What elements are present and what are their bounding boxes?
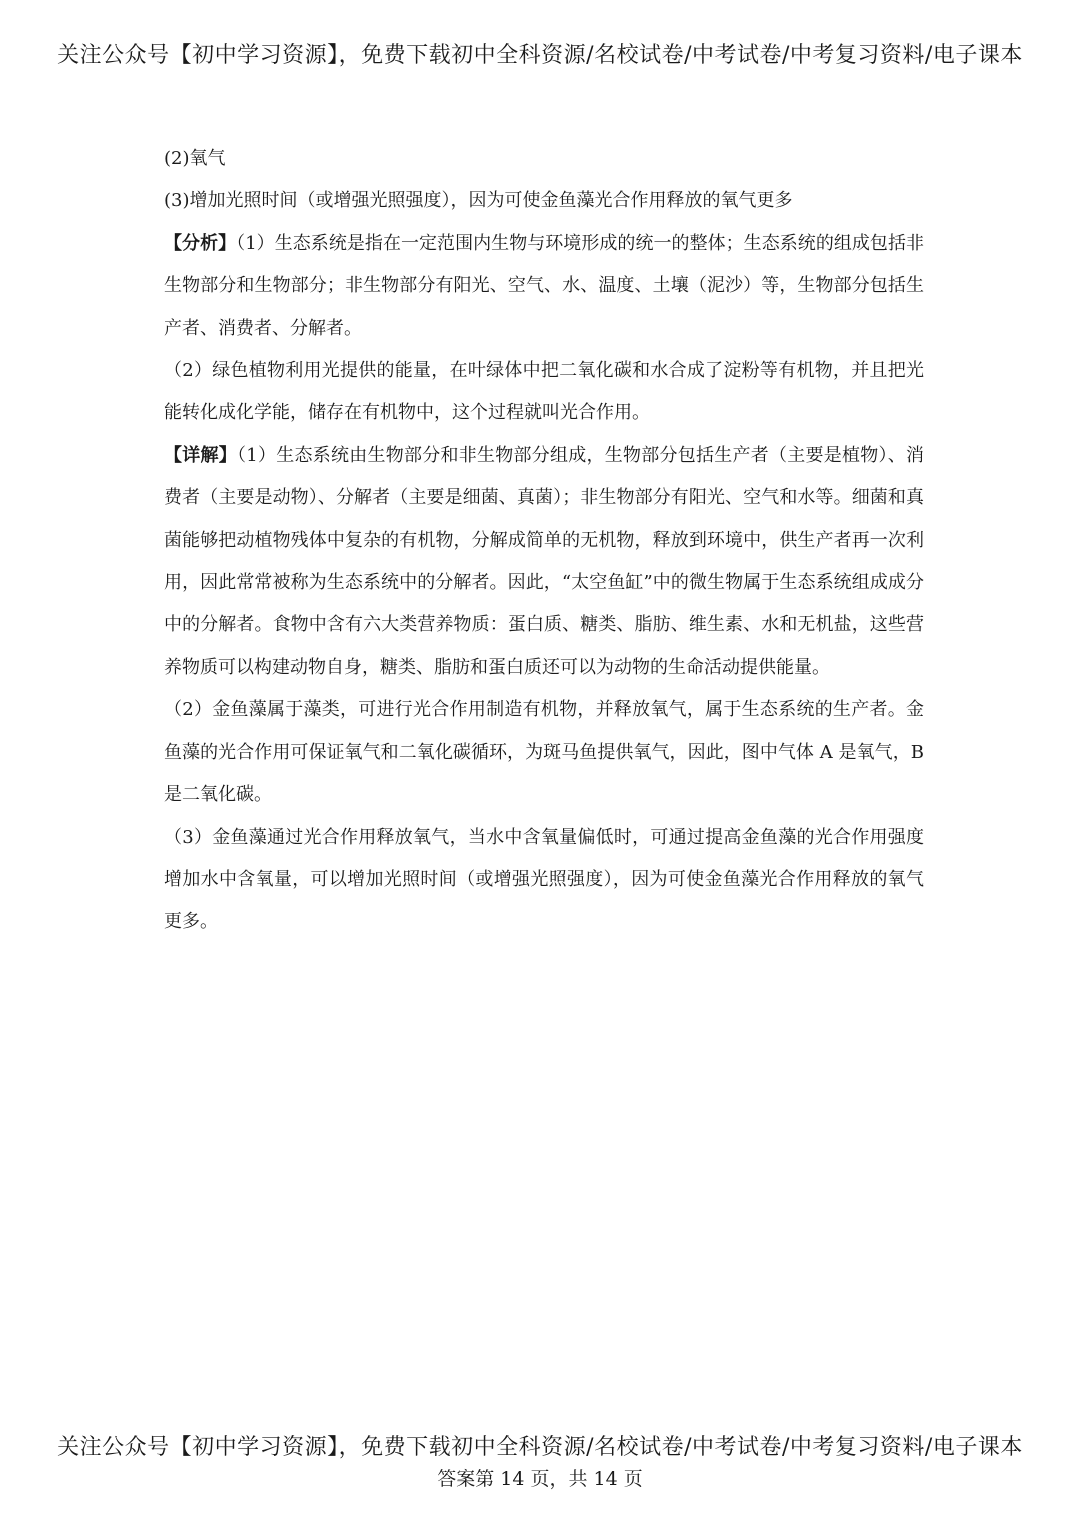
analysis-text-1: （1）生态系统是指在一定范围内生物与环境形成的统一的整体；生态系统的组成包括非生物部分和生物部分；非生物部分有阳光、空气、水、温度、土壤（泥沙）等，生物部分包括生产者、消费者、分解者。 bbox=[164, 232, 925, 339]
page-number: 答案第 14 页，共 14 页 bbox=[437, 1468, 643, 1490]
explanation-paragraph-2: （2）金鱼藻属于藻类，可进行光合作用制造有机物，并释放氧气，属于生态系统的生产者。金鱼藻的光合作用可保证氧气和二氧化碳循环，为斑马鱼提供氧气，因此，图中气体 A 是氧气，B 是二氧化碳。 bbox=[164, 699, 924, 806]
explanation-paragraph-3: （3）金鱼藻通过光合作用释放氧气，当水中含氧量偏低时，可通过提高金鱼藻的光合作用强度增加水中含氧量，可以增加光照时间（或增强光照强度），因为可使金鱼藻光合作用释放的氧气更多。 bbox=[164, 826, 924, 933]
footer-banner: 关注公众号【初中学习资源】，免费下载初中全科资源/名校试卷/中考试卷/中考复习资料/电子课本 bbox=[57, 1435, 1023, 1460]
explanation-label: 【详解】 bbox=[164, 444, 238, 466]
analysis-paragraph-2: （2）绿色植物利用光提供的能量，在叶绿体中把二氧化碳和水合成了淀粉等有机物，并且把光能转化成化学能，储存在有机物中，这个过程就叫光合作用。 bbox=[164, 360, 924, 424]
analysis-paragraph-1 bbox=[164, 223, 924, 350]
explanation-text-1: （1）生态系统由生物部分和非生物部分组成，生物部分包括生产者（主要是植物）、消费者（主要是动物）、分解者（主要是细菌、真菌）；非生物部分有阳光、空气和水等。细菌和真菌能够把动植物残体中复杂的有机物，分解成简单的无机物，释放到环境中，供生产者再一次利用，因此常常被称为生态系统中的分解者。因此，“太空鱼缸”中的微生物属于生态系统组成成分中的分解者。食物中含有六大类营养物质：蛋白质、糖类、脂肪、维生素、水和无机盐，这些营养物质可以构建动物自身，糖类、脂肪和蛋白质还可以为动物的生命活动提供能量。 bbox=[164, 444, 925, 678]
answer-3: (3)增加光照时间（或增强光照强度），因为可使金鱼藻光合作用释放的氧气更多 bbox=[164, 190, 793, 212]
explanation-paragraph-1 bbox=[164, 435, 924, 689]
answer-content bbox=[164, 138, 924, 944]
analysis-label: 【分析】 bbox=[164, 232, 237, 254]
answer-2: (2)氧气 bbox=[164, 148, 226, 169]
header-banner: 关注公众号【初中学习资源】，免费下载初中全科资源/名校试卷/中考试卷/中考复习资料/电子课本 bbox=[57, 43, 1023, 68]
